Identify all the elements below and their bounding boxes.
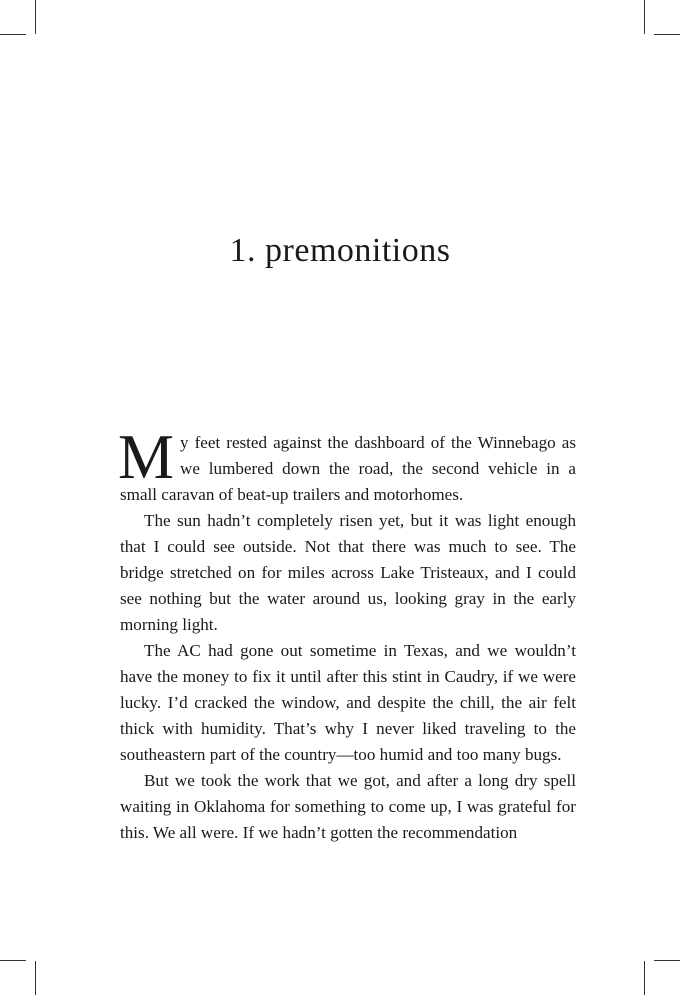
crop-mark-bottom-left-horizontal — [0, 960, 26, 961]
crop-mark-top-left-vertical — [35, 0, 36, 34]
crop-mark-bottom-left-vertical — [35, 961, 36, 995]
crop-mark-top-left-horizontal — [0, 34, 26, 35]
paragraph-2: The sun hadn’t completely risen yet, but it was light enough that I could see outside. Not that there was much to see. The bridge stretched on for miles across Lake Tristeaux, and I could see nothing but the water around us, looking gray in the early morning light. — [120, 511, 576, 634]
crop-mark-top-right-vertical — [644, 0, 645, 34]
chapter-body — [118, 422, 576, 846]
paragraph-4: But we took the work that we got, and after a long dry spell waiting in Oklahoma for something to come up, I was grateful for this. We all were. If we hadn’t gotten the recommendation — [120, 771, 576, 842]
crop-mark-top-right-horizontal — [654, 34, 680, 35]
paragraph-3: The AC had gone out sometime in Texas, and we wouldn’t have the money to fix it until after this stint in Caudry, if we were lucky. I’d cracked the window, and despite the chill, the air felt thick with humidity. That’s why I never liked traveling to the southeastern part of the country—too humid and too many bugs. — [120, 641, 576, 764]
crop-mark-bottom-right-vertical — [644, 961, 645, 995]
paragraph-1-text: y feet rested against the dashboard of the Winnebago as we lumbered down the road, the second vehicle in a small caravan of beat-up trailers and motorhomes. — [120, 433, 576, 504]
paragraph-1 — [118, 422, 576, 508]
drop-cap: M — [118, 422, 175, 492]
crop-mark-bottom-right-horizontal — [654, 960, 680, 961]
chapter-title: 1. premonitions — [229, 232, 451, 269]
